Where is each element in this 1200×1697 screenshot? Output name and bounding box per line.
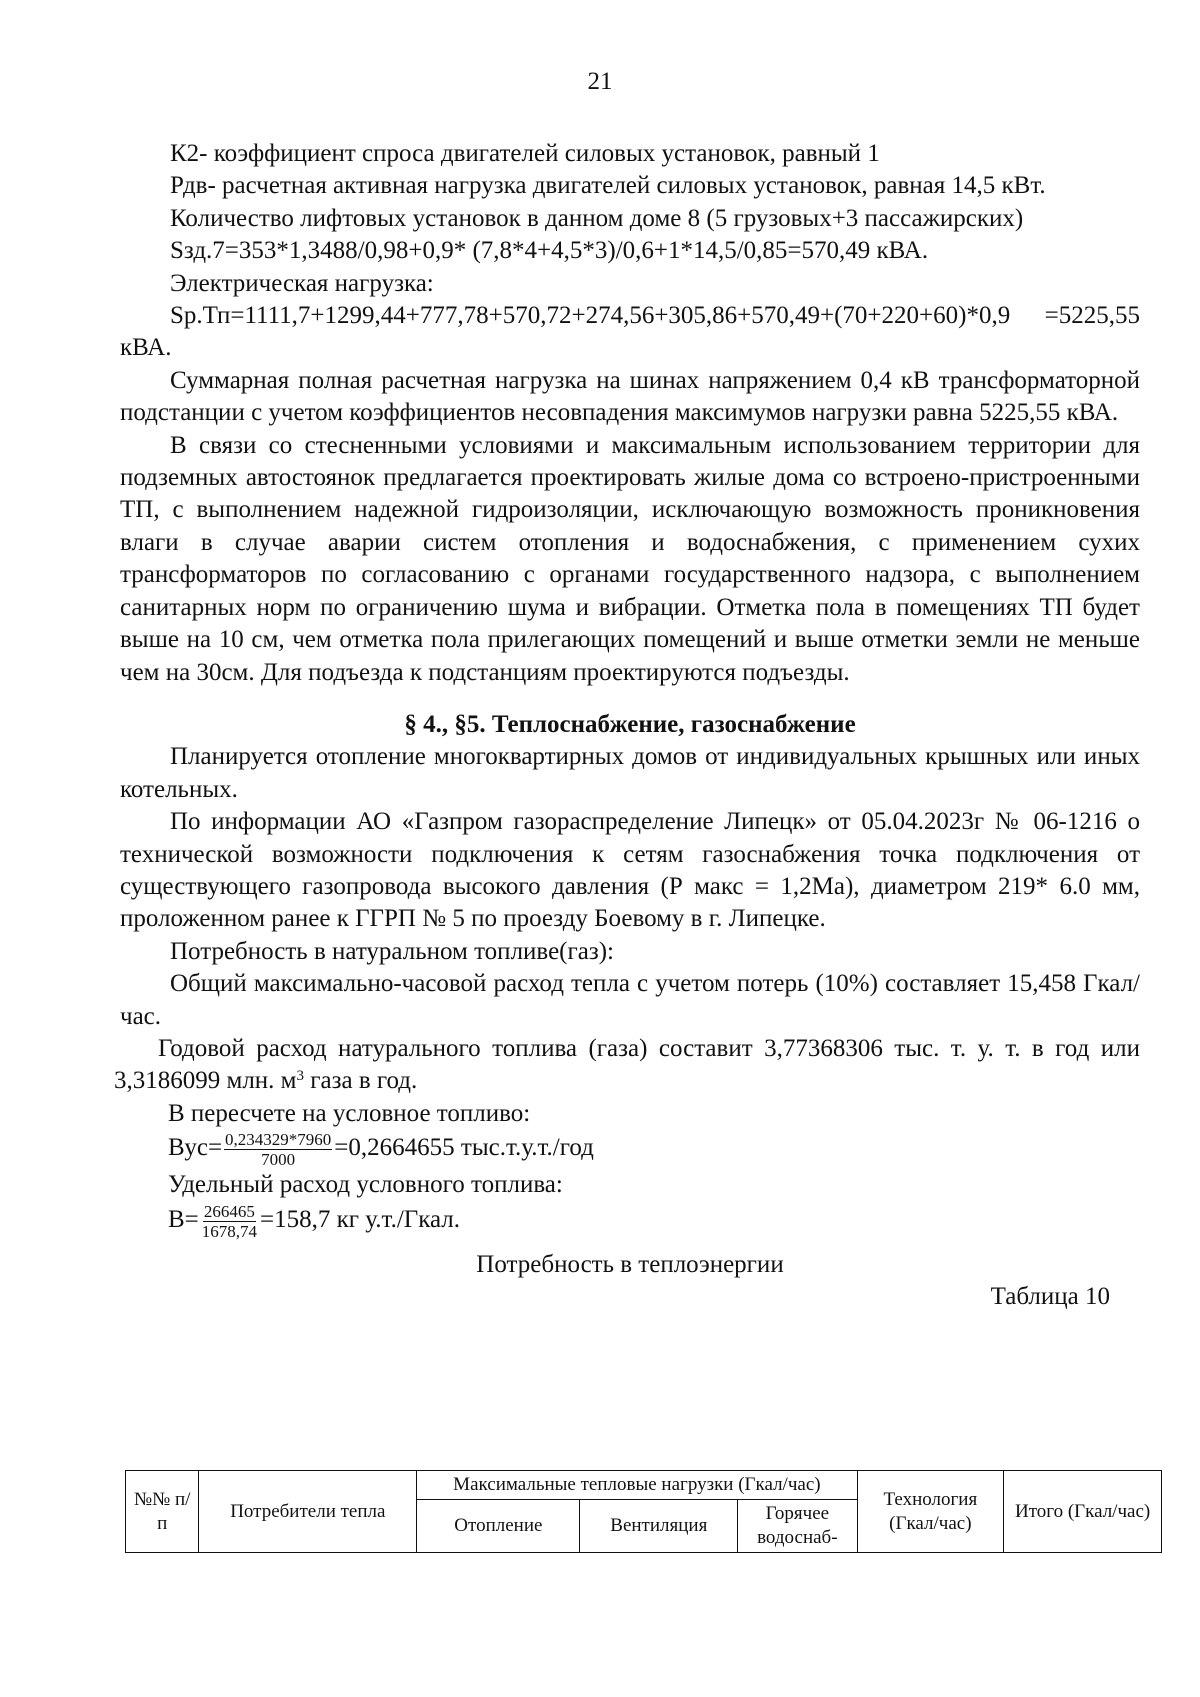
- table-caption: Потребность в теплоэнергии: [476, 1250, 784, 1278]
- header-cell: Максимальные тепловые нагрузки (Гкал/час): [417, 1471, 857, 1500]
- header-cell: Вентиляция: [580, 1500, 738, 1553]
- paragraph: Потребность в натуральном топливе(газ):: [170, 937, 614, 965]
- header-cell: Технология (Гкал/час): [857, 1471, 1004, 1553]
- header-cell: №№ п/п: [126, 1471, 199, 1553]
- paragraph: В связи со стесненными условиями и максимальным использованием территории для подземных автостоянок предлагается проектировать жилые дома со встроено-пристроенными ТП, с выполнением надежной гидроизоляции, исключающую возможность проникновения влаги в случае аварии систем отопления и водоснабжения, с применением сухих трансформаторов по согласованию с органами государственного надзора, с выполнением санитарных норм по ограничению шума и вибрации. Отметка пола в помещениях ТП будет выше на 10 см, чем отметка пола прилегающих помещений и выше отметки земли не меньше чем на 30см. Для подъезда к подстанциям проектируются подъезды.: [120, 431, 1140, 686]
- paragraph: Sр.Тп=1111,7+1299,44+777,78+570,72+274,56+305,86+570,49+(70+220+60)*0,9 =5225,55 кВА.: [120, 302, 1140, 362]
- paragraph-text: газа в год.: [304, 1067, 418, 1095]
- fraction: [224, 1130, 332, 1169]
- header-cell: Итого (Гкал/час): [1004, 1471, 1162, 1553]
- superscript: 3: [296, 1068, 304, 1085]
- page-number: 21: [587, 68, 613, 95]
- formula-result: =158,7 кг у.т./Гкал.: [260, 1205, 461, 1233]
- paragraph: К2- коэффициент спроса двигателей силовых установок, равный 1: [170, 140, 880, 167]
- formula-b: [120, 1202, 1140, 1241]
- paragraph: По информации АО «Газпром газораспределение Липецк» от 05.04.2023г № 06-1216 о технической возможности подключения к сетям газоснабжения точка подключения от существующего газопровода высокого давления (Р макс = 1,2Ма), диаметром 219* 6.0 мм, проложенном ранее к ГГРП № 5 по проезду Боевому в г. Липецке.: [120, 808, 1140, 933]
- paragraph: Рдв- расчетная активная нагрузка двигателей силовых установок, равная 14,5 кВт.: [170, 172, 1046, 200]
- document-body: [114, 138, 1140, 1313]
- fraction-denominator: 7000: [261, 1150, 296, 1170]
- formula-vus: [120, 1130, 1140, 1169]
- paragraph: Суммарная полная расчетная нагрузка на шинах напряжением 0,4 кВ трансформаторной подстанции с учетом коэффициентов несовпадения максимумов нагрузки равна 5225,55 кВА.: [120, 366, 1140, 427]
- paragraph: Количество лифтовых установок в данном доме 8 (5 грузовых+3 пассажирских): [170, 204, 1024, 232]
- formula-result: =0,2664655 тыс.т.у.т./год: [334, 1134, 594, 1162]
- header-cell: Потребители тепла: [199, 1471, 417, 1553]
- fraction-numerator: 266465: [203, 1201, 255, 1221]
- fraction-numerator: 0,234329*7960: [225, 1130, 332, 1150]
- paragraph: Общий максимально-часовой расход тепла с учетом потерь (10%) составляет 15,458 Гкал/час.: [120, 970, 1140, 1030]
- paragraph: В пересчете на условное топливо:: [168, 1099, 531, 1127]
- heat-demand-table: [125, 1470, 1162, 1553]
- paragraph: Удельный расход условного топлива:: [168, 1171, 563, 1199]
- paragraph: Планируется отопление многоквартирных домов от индивидуальных крышных или иных котельных.: [120, 743, 1140, 803]
- paragraph: Электрическая нагрузка:: [170, 269, 434, 297]
- paragraph: Sзд.7=353*1,3488/0,98+0,9* (7,8*4+4,5*3)/0,6+1*14,5/0,85=570,49 кВА.: [170, 237, 929, 265]
- table-header-row: [126, 1471, 1162, 1500]
- header-cell: Горячее водоснаб-: [738, 1500, 857, 1553]
- section-heading: § 4., §5. Теплоснабжение, газоснабжение: [404, 710, 856, 738]
- fraction: [201, 1202, 258, 1241]
- fraction-denominator: 1678,74: [201, 1221, 258, 1241]
- formula-prefix: В=: [168, 1205, 199, 1233]
- paragraph: [114, 1033, 1140, 1098]
- table-label: Таблица 10: [990, 1283, 1110, 1310]
- paragraph-text: Годовой расход натурального топлива (газа) составит 3,77368306 тыс. т. у. т. в год или 3,3186099 млн. м: [114, 1034, 1140, 1095]
- formula-prefix: Вус=: [168, 1134, 223, 1162]
- header-cell: Отопление: [417, 1500, 580, 1553]
